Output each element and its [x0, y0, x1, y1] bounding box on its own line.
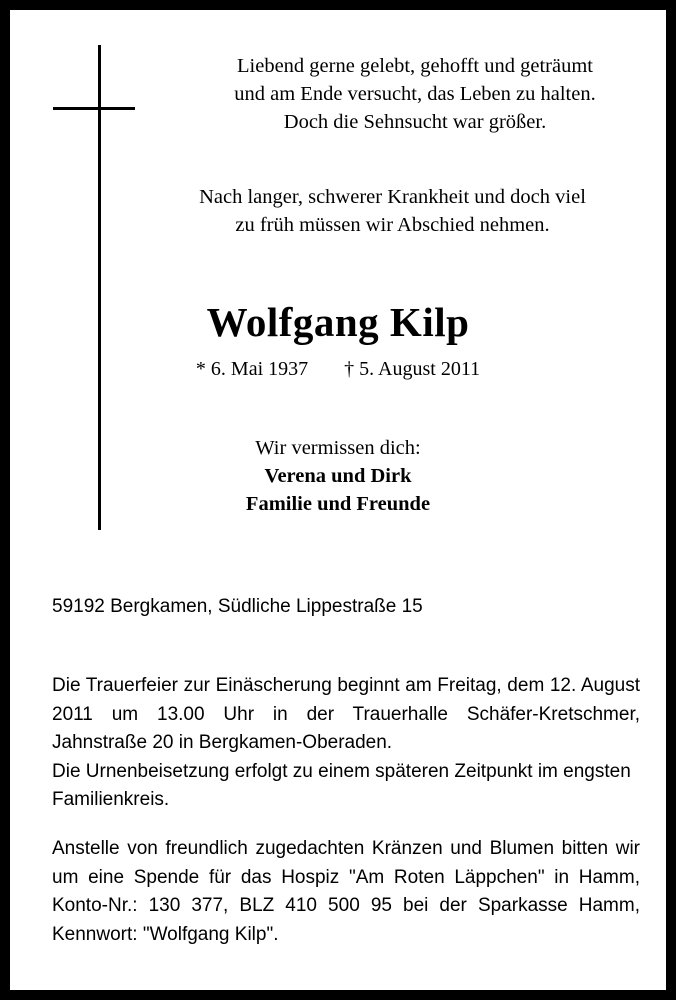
mourner-line-2: Familie und Freunde	[245, 493, 431, 515]
verse-line-3: Doch die Sehnsucht war größer.	[283, 111, 547, 133]
donation-text: Anstelle von freundlich zugedachten Kränzen und Blumen bitten wir um eine Spende für das Hospiz "Am Roten Läppchen" in Hamm, Konto-Nr.: 130 377, BLZ 410 500 95 bei der Sparkasse Hamm, Kennwort: "Wolfgang Kilp".	[52, 838, 640, 945]
life-dates	[10, 358, 666, 381]
ceremony-paragraph	[52, 672, 640, 815]
death-date: † 5. August 2011	[344, 358, 481, 380]
subverse-line-1: Nach langer, schwerer Krankheit und doch viel	[199, 186, 586, 208]
mourning-intro: Wir vermissen dich:	[255, 437, 421, 459]
ceremony-text: Die Trauerfeier zur Einäscherung beginnt am Freitag, dem 12. August 2011 um 13.00 Uhr in der Trauerhalle Schäfer-Kretschmer, Jahnstraße 20 in Bergkamen-Oberaden.	[52, 675, 640, 753]
mourning-block	[10, 434, 666, 518]
obituary-sheet	[10, 10, 666, 990]
verse-block	[195, 52, 635, 136]
birth-date: * 6. Mai 1937	[195, 358, 309, 380]
subverse-line-2: zu früh müssen wir Abschied nehmen.	[235, 214, 550, 236]
verse-line-1: Liebend gerne gelebt, gehofft und geträumt	[237, 55, 593, 77]
address-line: 59192 Bergkamen, Südliche Lippestraße 15	[52, 596, 423, 617]
mourner-line-1: Verena und Dirk	[264, 465, 412, 487]
deceased-name: Wolfgang Kilp	[206, 299, 470, 345]
donation-paragraph	[52, 835, 640, 949]
subverse-block	[150, 183, 635, 239]
ceremony-text-2: Die Urnenbeisetzung erfolgt zu einem späteren Zeitpunkt im engsten Familienkreis.	[52, 760, 631, 810]
verse-line-2: und am Ende versucht, das Leben zu halten.	[234, 83, 596, 105]
cross-horizontal-bar	[53, 107, 135, 110]
